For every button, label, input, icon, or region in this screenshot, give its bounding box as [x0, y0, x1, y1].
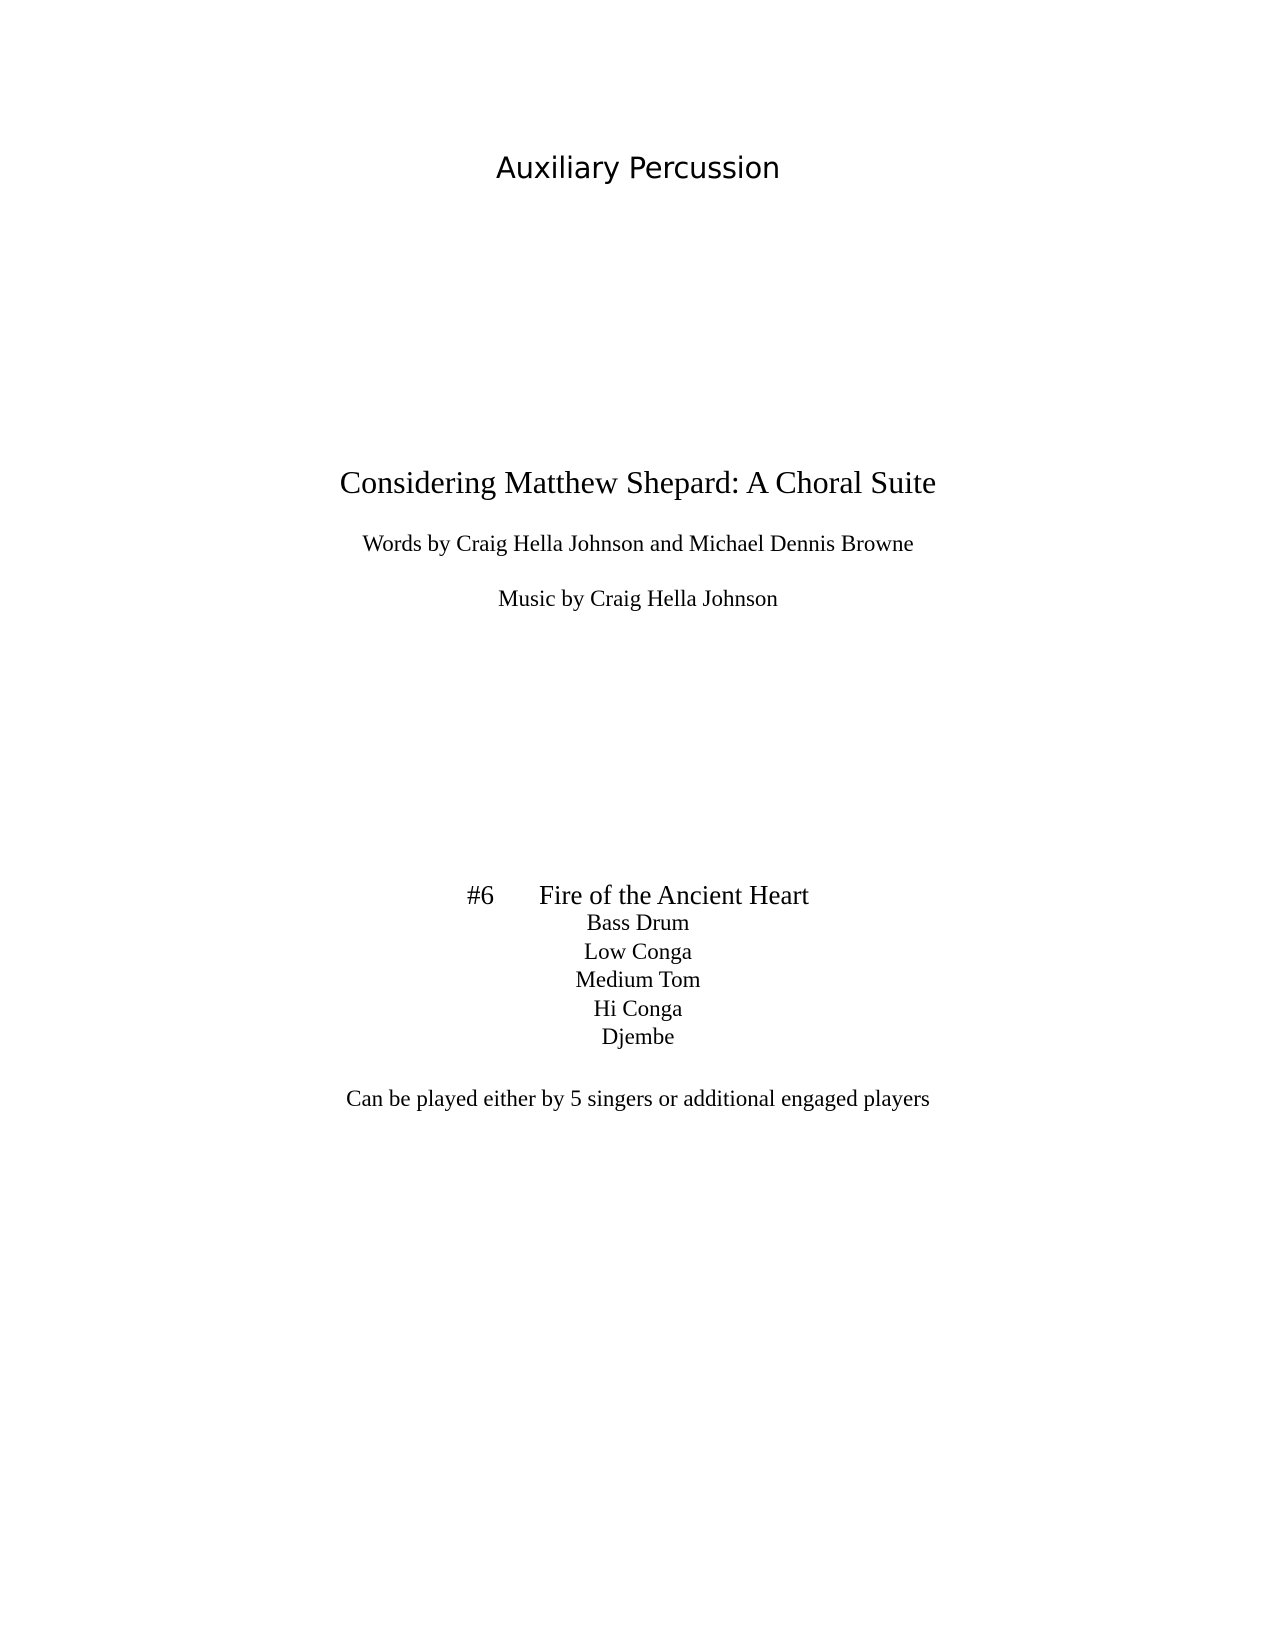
music-credit: Music by Craig Hella Johnson [498, 586, 778, 611]
words-credit: Words by Craig Hella Johnson and Michael Dennis Browne [362, 531, 914, 556]
instrument-item: Djembe [601, 1024, 675, 1049]
performance-note: Can be played either by 5 singers or additional engaged players [346, 1086, 930, 1111]
movement-title: Fire of the Ancient Heart [539, 880, 809, 910]
part-name-heading: Auxiliary Percussion [496, 151, 780, 185]
instrument-item: Low Conga [584, 938, 692, 964]
movement-heading [0, 878, 1276, 912]
instrument-item: Hi Conga [593, 995, 683, 1021]
movement-number: #6 [467, 880, 495, 910]
suite-title: Considering Matthew Shepard: A Choral Suite [339, 464, 937, 500]
instrument-item: Medium Tom [575, 967, 701, 992]
instrument-list [0, 909, 1276, 1052]
instrument-item: Bass Drum [586, 910, 690, 935]
